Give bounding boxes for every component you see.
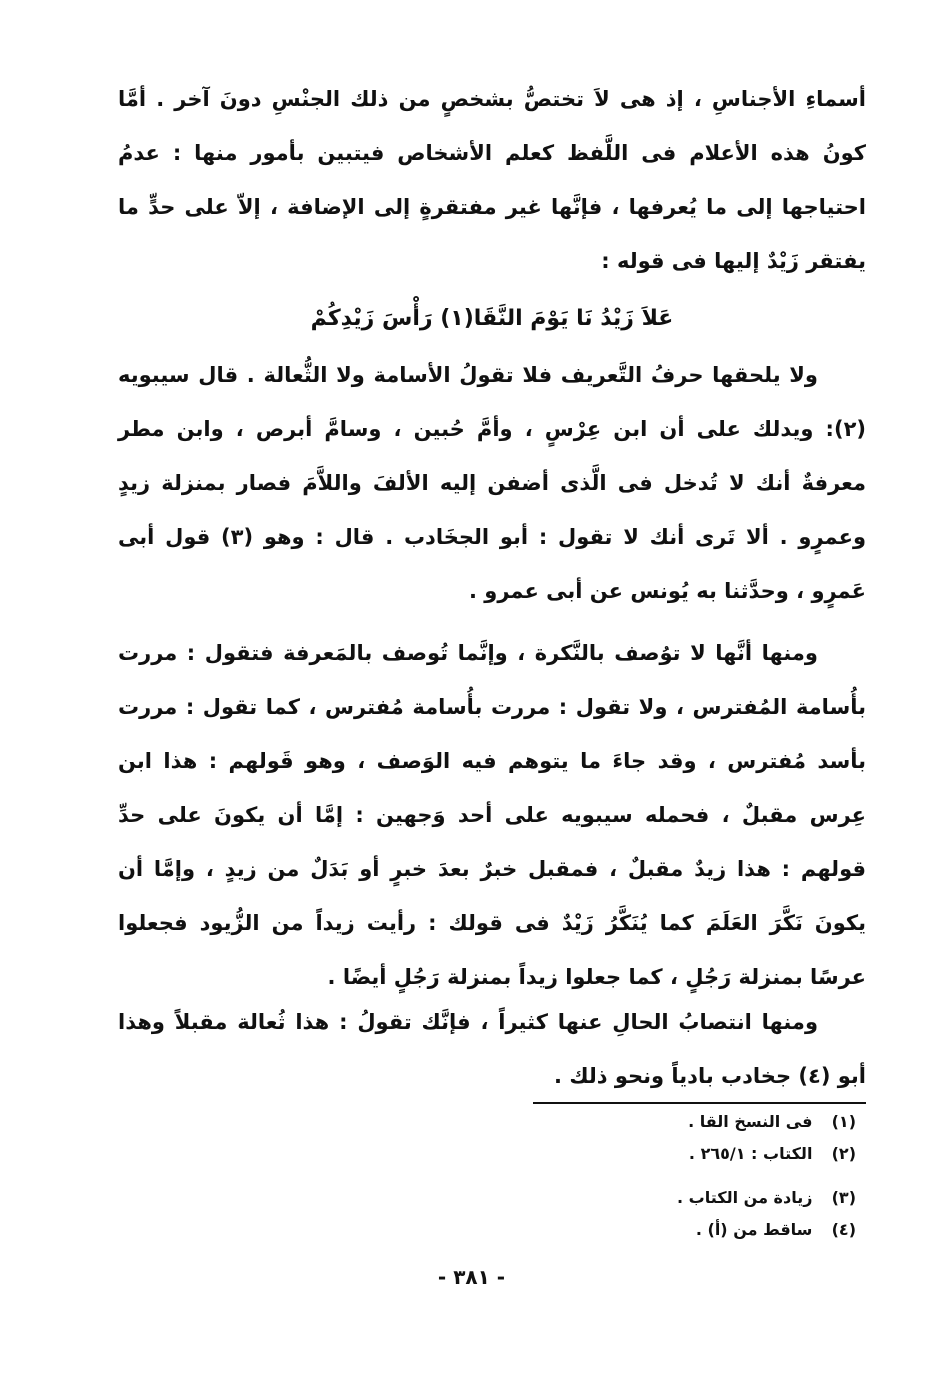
paragraph-2: ولا يلحقها حرفُ التَّعريف فلا تقولُ الأسامة ولا الثُّعالة . قال سيبويه (٢): ويدلك على أن ابن عِرْسٍ ، وأمَّ حُبين ، وسامَّ أبرص ، وابن مطر معرفةٌ أنك لا تُدخل فى الَّذى أضفن إليه الألفَ واللاَّمَ فصار بمنزلة زيدٍ وعمرٍو . ألا تَرى أنك لا تقول : أبو الجخَادب . قال : وهو (٣) قول أبى عَمرٍو ، وحدَّثنا به يُونس عن أبى عمرو .	[118, 363, 866, 603]
footnote-text: زيادة من الكتاب .	[677, 1188, 813, 1207]
footnote-text: ساقط من (أ) .	[695, 1220, 813, 1239]
footnote-number: (١)	[831, 1112, 856, 1131]
footnote-separator	[533, 1102, 866, 1104]
footnote-number: (٢)	[831, 1144, 856, 1163]
page-number: - ٣٨١ -	[437, 1265, 506, 1289]
paragraph-1: أسماءِ الأجناسِ ، إذ هى لاَ تختصُّ بشخصٍ من ذلك الجنْسِ دونَ آخر . أمَّا كونُ هذه الأعلام فى اللَّفظ كعلم الأشخاص فيتبين بأمور منها : عدمُ احتياجها إلى ما يُعرفها ، فإنَّها غير مفتقرةٍ إلى الإضافة ، إلاّ على حدٍّ ما يفتقر زَيْدٌ إليها فى قوله :	[118, 87, 866, 273]
footnote-number: (٤)	[831, 1220, 856, 1239]
footnote-item	[500, 1214, 856, 1246]
poetry-verse: عَلاَ زَيْدُ نَا يَوْمَ النَّقَا(١) رَأْسَ زَيْدِكُمْ	[310, 306, 674, 331]
paragraph-3: ومنها أنَّها لا توُصف بالنَّكرة ، وإنَّما تُوصف بالمَعرفة فتقول : مررت بأُسامة المُفترس ، ولا تقول : مررت بأُسامة مُفترس ، كما تقول : مررت بأسد مُفترس ، وقد جاءَ ما يتوهم فيه الوَصف ، وهو قَولهم : هذا ابن عِرس مقبلٌ ، فحمله سيبويه على أحد وَجهين : إمَّا أن يكونَ على حدِّ قولهم : هذا زيدٌ مقبلٌ ، فمقبل خبرٌ بعدَ خبرٍ أو بَدَلٌ من زيدٍ ، وإمَّا أن يكونَ نَكَّرَ العَلَمَ كما يُنَكَّرُ زَيْدٌ فى قولك : رأيت زيداً من الزُّيود فجعلوا عرسًا بمنزلة رَجُلٍ ، كما جعلوا زيداً بمنزلة رَجُلٍ أيضًا .	[118, 641, 866, 989]
paragraph-4: ومنها انتصابُ الحالِ عنها كثيراً ، فإنَّك تقولُ : هذا ثُعالة مقبلاً وهذا أبو (٤) جخادب بادياً ونحو ذلك .	[118, 1010, 866, 1088]
footnote-number: (٣)	[831, 1188, 856, 1207]
footnote-text: الكتاب : ٢٦٥/١ .	[688, 1144, 813, 1163]
footnote-item	[500, 1182, 856, 1214]
footnote-item	[500, 1138, 856, 1170]
footnote-item	[500, 1106, 856, 1138]
footnote-text: فى النسخ القا .	[688, 1112, 813, 1131]
footnotes	[500, 1106, 856, 1246]
